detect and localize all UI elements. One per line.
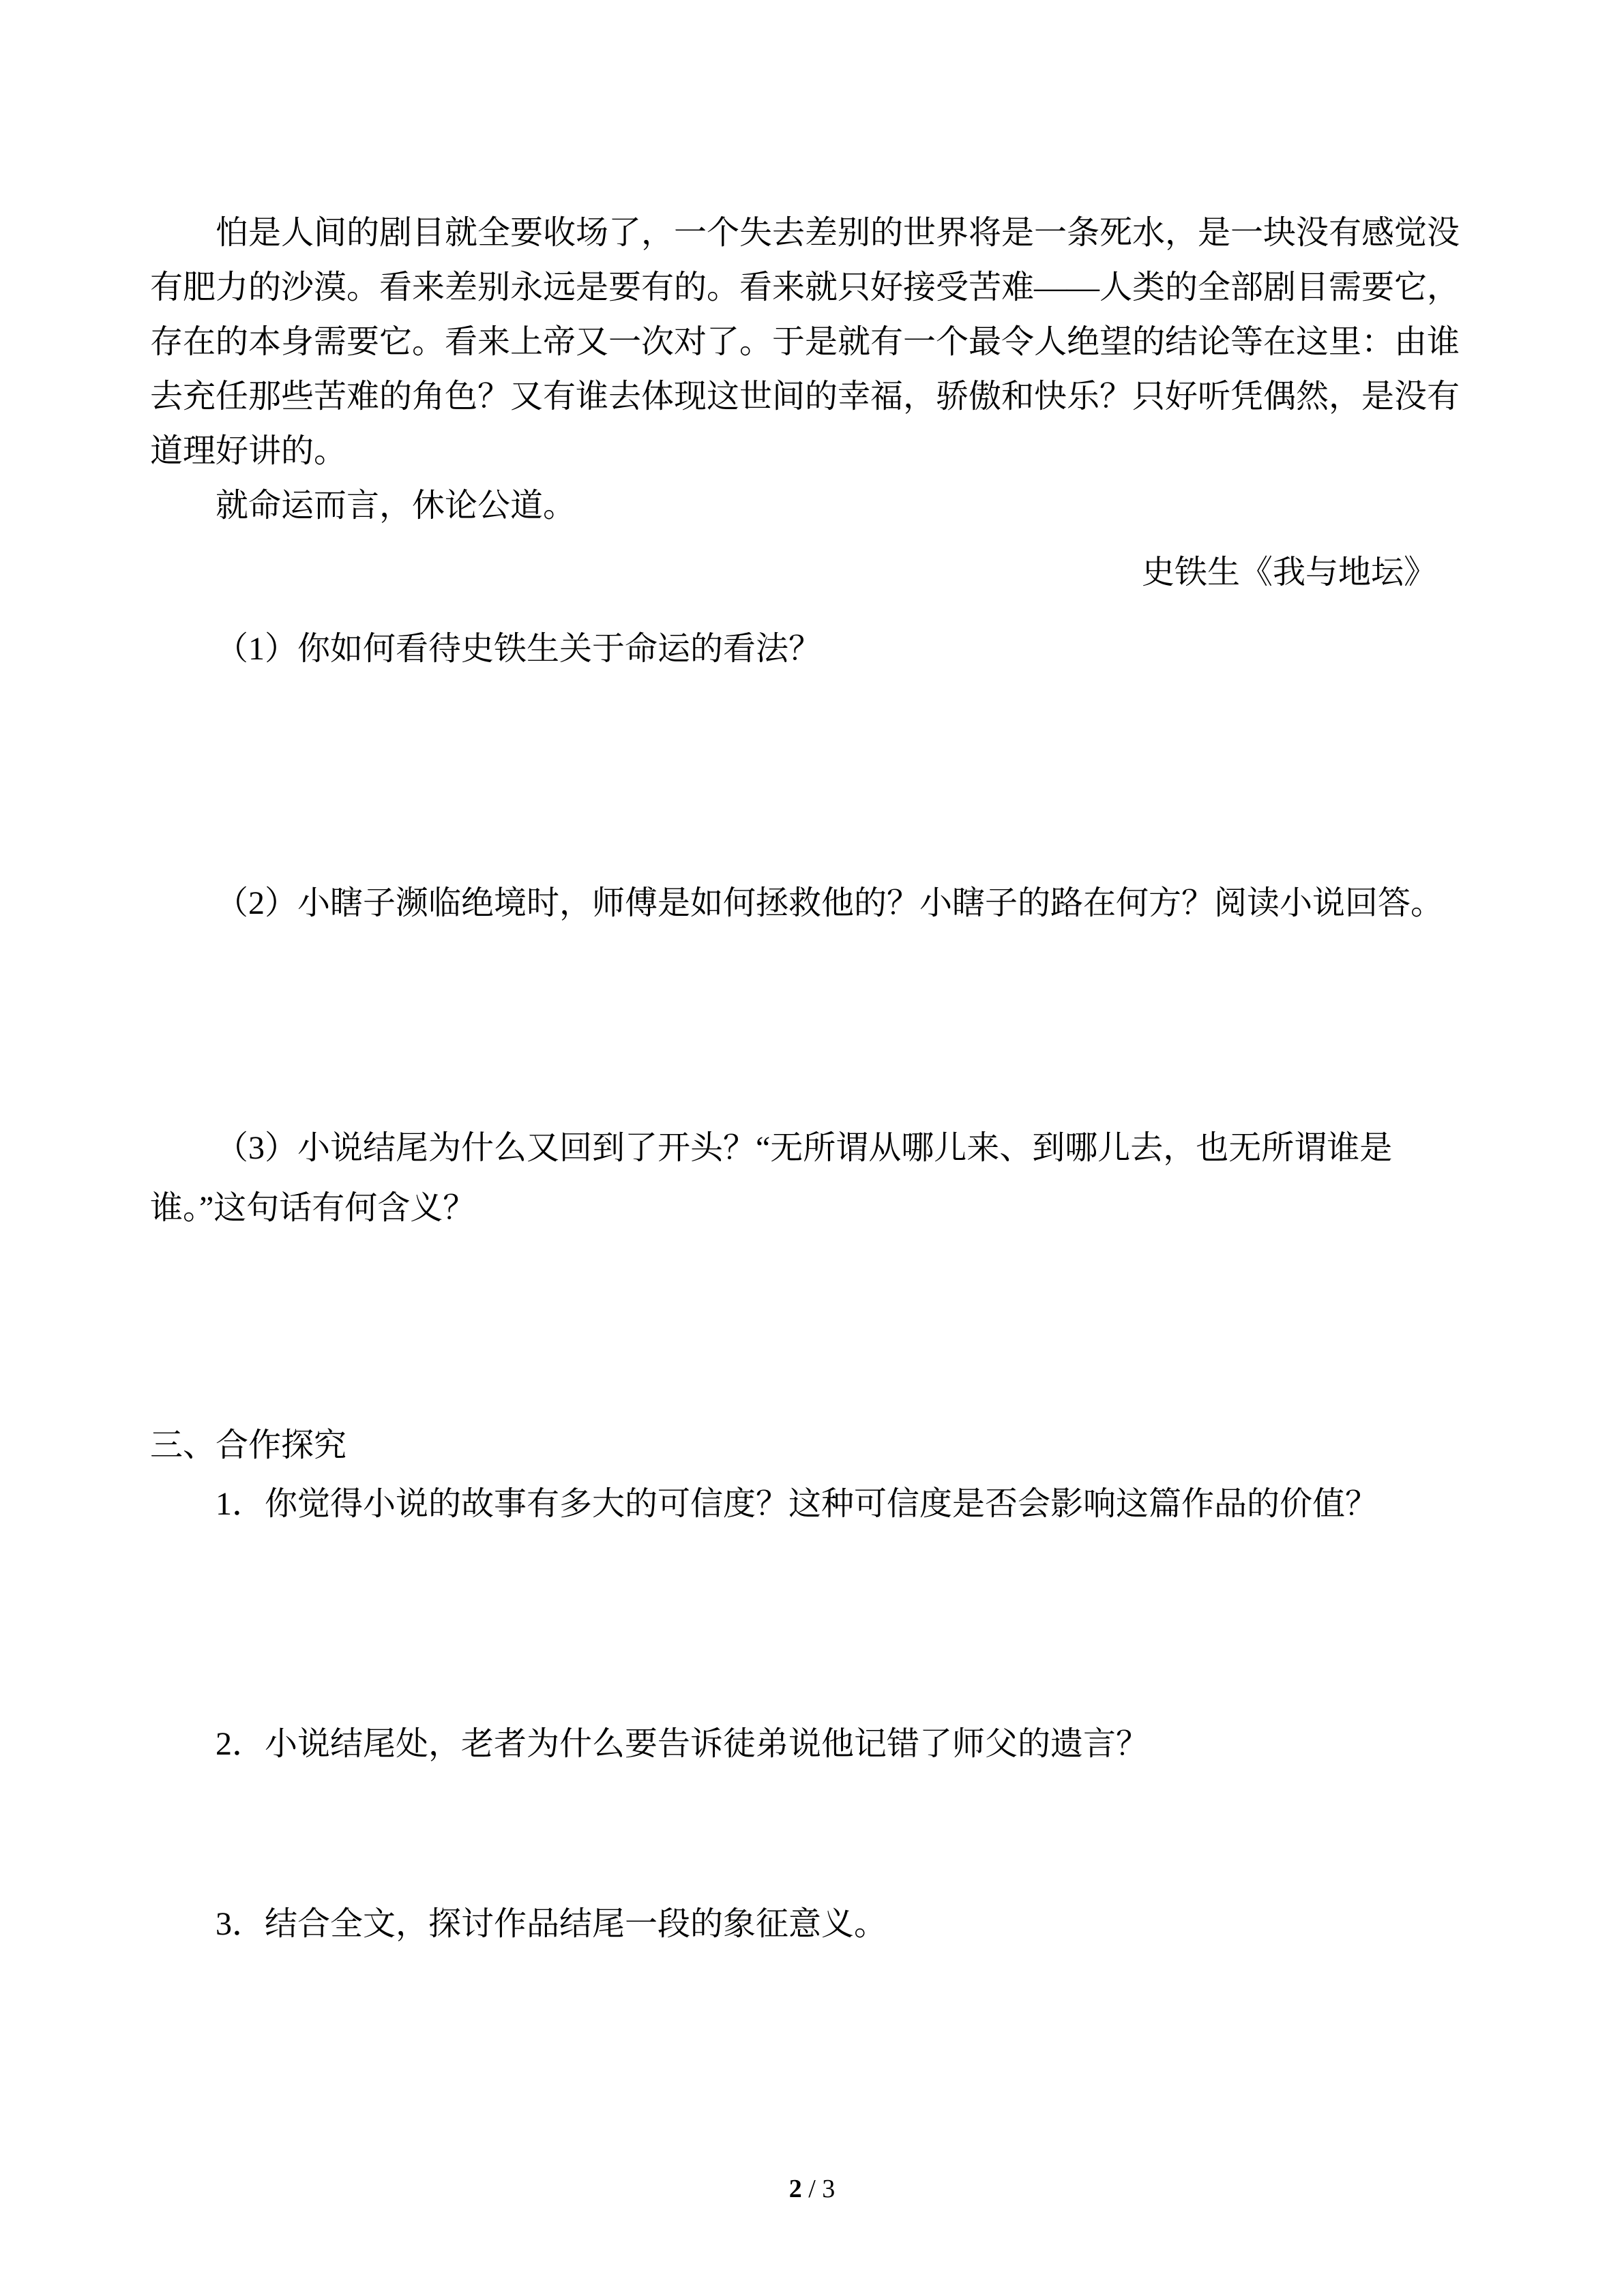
excerpt-line: 去充任那些苦难的角色？又有谁去体现这世间的幸福，骄傲和快乐？只好听凭偶然，是没有 [150, 378, 1460, 415]
excerpt-line: 存在的本身需要它。看来上帝又一次对了。于是就有一个最令人绝望的结论等在这里：由谁 [150, 324, 1460, 360]
page-footer [0, 2173, 1624, 2205]
excerpt-line: 有肥力的沙漠。看来差别永远是要有的。看来就只好接受苦难——人类的全部剧目需要它， [150, 269, 1460, 305]
question-2: （2）小瞎子濒临绝境时，师傅是如何拯救他的？小瞎子的路在何方？阅读小说回答。 [216, 885, 1444, 921]
page-number: 2 [788, 2175, 802, 2203]
discussion-item-3: 3．结合全文，探讨作品结尾一段的象征意义。 [216, 1906, 887, 1942]
question-3-line-1: （3）小说结尾为什么又回到了开头？“无所谓从哪儿来、到哪儿去，也无所谓谁是 [216, 1130, 1393, 1166]
section-three-heading: 三、合作探究 [150, 1427, 347, 1463]
excerpt-paragraph [150, 206, 1467, 479]
excerpt-line: 怕是人间的剧目就全要收场了，一个失去差别的世界将是一条死水，是一块没有感觉没 [216, 215, 1460, 251]
question-3-line-2: 谁。”这句话有何含义？ [150, 1190, 476, 1226]
discussion-item-2: 2．小说结尾处，老者为什么要告诉徒弟说他记错了师父的遗言？ [216, 1726, 1149, 1762]
excerpt-closing-line: 就命运而言，休论公道。 [216, 488, 576, 524]
attribution: 史铁生《我与地坛》 [1141, 554, 1436, 591]
excerpt-line: 道理好讲的。 [150, 433, 347, 469]
question-1: （1）你如何看待史铁生关于命运的看法？ [216, 631, 822, 667]
page-number-separator: / [801, 2175, 823, 2203]
page-total: 3 [822, 2175, 836, 2203]
question-3 [150, 1118, 1467, 1238]
discussion-item-1: 1．你觉得小说的故事有多大的可信度？这种可信度是否会影响这篇作品的价值？ [216, 1486, 1378, 1522]
